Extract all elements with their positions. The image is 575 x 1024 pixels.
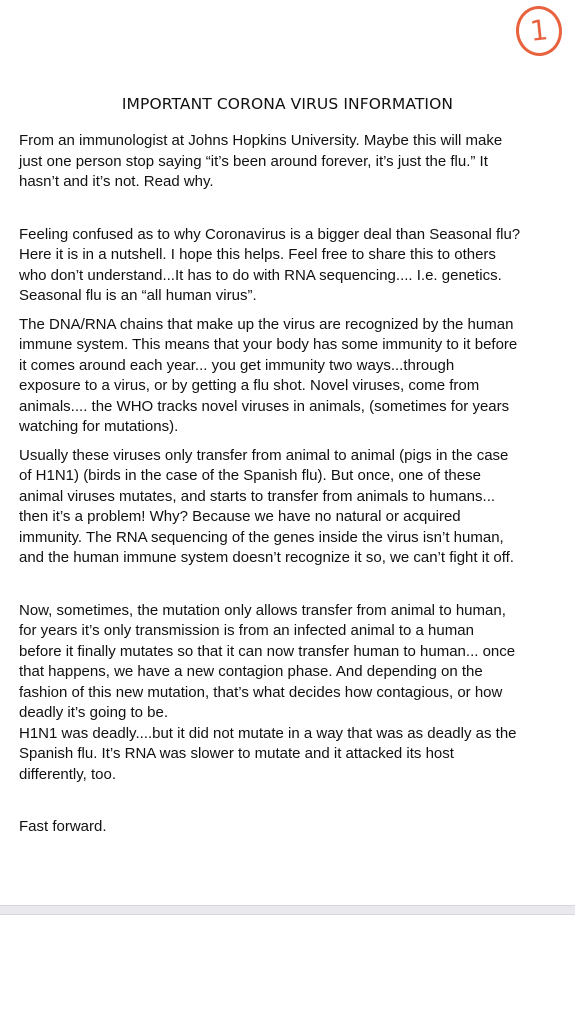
document-body	[19, 131, 567, 838]
paragraph-intro: From an immunologist at Johns Hopkins University. Maybe this will make just one person stop saying “it’s been around forever, it’s just the flu.” It hasn’t and it’s not. Read why.	[19, 132, 503, 190]
page-number-marker: 1	[514, 4, 565, 59]
paragraph-mutation: Now, sometimes, the mutation only allows transfer from animal to human, for years it’s only transmission is from an infected animal to a human before it finally mutates so that it can now transfer human to human... once that happens, we have a new contagion phase. And depending on the fashion of this new mutation, that’s what decides how contagious, or how deadly it’s going to be. H1N1 was deadly....but it did not mutate in a way that was as deadly as the Spanish flu. It’s RNA was slower to mutate and it attacked its host differently, too.	[19, 601, 517, 783]
paragraph-usually: Usually these viruses only transfer from animal to animal (pigs in the case of H1N1) (birds in the case of the Spanish flu). But once, one of these animal viruses mutates, and starts to transfer from animals to humans... then it’s a problem! Why? Because we have no natural or acquired immunity. The RNA sequencing of the genes inside the virus isn’t human, and the human immune system doesn’t recognize it so, we can’t fight it off.	[19, 446, 514, 566]
paragraph-dna-rna: The DNA/RNA chains that make up the virus are recognized by the human immune system. This means that your body has some immunity to it before it comes around each year... you get immunity two ways...through exposure to a virus, or by getting a flu shot. Novel viruses, come from animals.... the WHO tracks novel viruses in animals, (sometimes for years watching for mutations).	[19, 315, 518, 435]
page-divider	[0, 905, 575, 915]
paragraph-confused: Feeling confused as to why Coronavirus is a bigger deal than Seasonal flu? Here it is in a nutshell. I hope this helps. Feel free to share this to others who don’t understand...It has to do with RNA sequencing.... I.e. genetics. Seasonal flu is an “all human virus”.	[19, 225, 521, 304]
document-title: IMPORTANT CORONA VIRUS INFORMATION	[121, 95, 454, 113]
paragraph-fast-forward: Fast forward.	[19, 818, 107, 835]
